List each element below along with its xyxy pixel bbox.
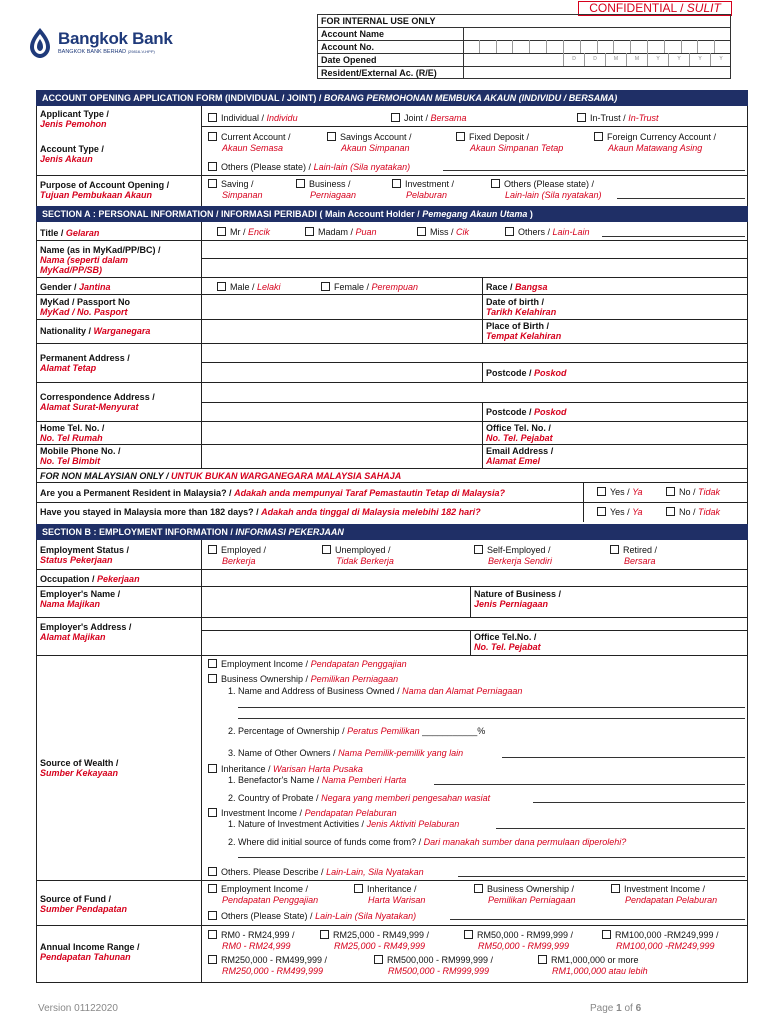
benefactor-field[interactable] <box>434 784 745 785</box>
internal-date-opened: Date Opened <box>321 55 377 65</box>
title-madam-checkbox[interactable]: Madam / Puan <box>305 227 377 238</box>
occupation-label: Occupation / Pekerjaan <box>40 574 140 584</box>
bank-legal-name: BANGKOK BANK BERHAD <box>58 49 127 55</box>
mobile-label: Mobile Phone No. / No. Tel Bimbit <box>40 446 121 466</box>
fund-employment-checkbox[interactable]: Employment Income / Pendapatan Penggajian <box>208 884 318 906</box>
gender-label: Gender / Jantina <box>40 282 111 292</box>
probate-text: 2. Country of Probate / Negara yang memberi pengesahan wasiat <box>228 793 491 803</box>
income-50k-99k-checkbox[interactable]: RM50,000 - RM99,999 / RM50,000 - RM99,999 <box>464 930 573 952</box>
section-b-header: SECTION B : EMPLOYMENT INFORMATION / INFORMASI PEKERJAAN <box>36 524 748 540</box>
bangkok-bank-emblem-icon <box>28 27 52 59</box>
title-others-field[interactable] <box>602 236 745 237</box>
internal-use-box <box>317 14 731 79</box>
foreign-currency-checkbox[interactable]: Foreign Currency Account / Akaun Matawang Asing <box>594 132 716 154</box>
investment-activities-field[interactable] <box>496 828 745 829</box>
initial-funds-field[interactable] <box>238 857 745 858</box>
income-1m-plus-checkbox[interactable]: RM1,000,000 or more RM1,000,000 atau lebih <box>538 955 648 977</box>
wealth-others-field[interactable] <box>458 876 745 877</box>
wealth-others-checkbox[interactable]: Others. Please Describe / Lain-Lain, Sila Nyatakan <box>208 867 424 878</box>
stay-yes-checkbox[interactable]: Yes / Ya <box>597 507 643 518</box>
confidential-stamp: CONFIDENTIAL / SULIT <box>578 1 732 16</box>
income-500k-999k-checkbox[interactable]: RM500,000 - RM999,999 / RM500,000 - RM999,999 <box>374 955 493 977</box>
purpose-label: Purpose of Account Opening / Tujuan Pembukaan Akaun <box>40 180 170 200</box>
account-type-others-checkbox[interactable]: Others (Please state) / Lain-lain (Sila nyatakan) <box>208 162 410 173</box>
title-miss-checkbox[interactable]: Miss / Cik <box>417 227 469 238</box>
other-owners-field[interactable] <box>502 757 745 758</box>
internal-account-no: Account No. <box>321 42 374 52</box>
initial-funds-text: 2. Where did initial source of funds come from? / Dari manakah sumber dana permulaan diperolehi? <box>228 837 627 847</box>
nature-business-label: Nature of Business / Jenis Perniagaan <box>474 589 562 609</box>
fund-investment-checkbox[interactable]: Investment Income / Pendapatan Pelaburan <box>611 884 717 906</box>
permanent-address-label: Permanent Address / Alamat Tetap <box>40 353 130 373</box>
fixed-deposit-checkbox[interactable]: Fixed Deposit / Akaun Simpanan Tetap <box>456 132 563 154</box>
bank-name: Bangkok Bank <box>58 29 173 48</box>
title-others-checkbox[interactable]: Others / Lain-Lain <box>505 227 590 238</box>
status-retired-checkbox[interactable]: Retired / Bersara <box>610 545 657 567</box>
applicant-joint-checkbox[interactable]: Joint / Bersama <box>391 113 467 124</box>
purpose-others-checkbox[interactable]: Others (Please state) / Lain-lain (Sila nyatakan) <box>491 179 602 201</box>
correspondence-postcode-label: Postcode / Poskod <box>486 407 567 417</box>
savings-account-checkbox[interactable]: Savings Account / Akaun Simpanan <box>327 132 412 154</box>
wealth-inheritance-checkbox[interactable]: Inheritance / Warisan Harta Pusaka <box>208 764 363 775</box>
fund-others-checkbox[interactable]: Others (Please State) / Lain-Lain (Sila Nyatakan) <box>208 911 416 922</box>
purpose-investment-checkbox[interactable]: Investment / Pelaburan <box>392 179 454 201</box>
account-type-label: Account Type / Jenis Akaun <box>40 144 104 164</box>
status-employed-checkbox[interactable]: Employed / Berkerja <box>208 545 266 567</box>
fund-business-checkbox[interactable]: Business Ownership / Pemilikan Perniagaan <box>474 884 576 906</box>
applicant-individual-checkbox[interactable]: Individual / Individu <box>208 113 298 124</box>
correspondence-address-label: Correspondence Address / Alamat Surat-Menyurat <box>40 392 155 412</box>
bank-reg-no: (29816-V-HPP) <box>127 49 155 54</box>
applicant-intrust-checkbox[interactable]: In-Trust / In-Trust <box>577 113 659 124</box>
status-unemployed-checkbox[interactable]: Unemployed / Tidak Berkerja <box>322 545 394 567</box>
office-tel-label: Office Tel. No. / No. Tel. Pejabat <box>486 423 553 443</box>
annual-income-label: Annual Income Range / Pendapatan Tahunan <box>40 942 140 962</box>
status-self-employed-checkbox[interactable]: Self-Employed / Berkerja Sendiri <box>474 545 552 567</box>
income-100k-249k-checkbox[interactable]: RM100,000 -RM249,999 / RM100,000 -RM249,999 <box>602 930 719 952</box>
pr-no-checkbox[interactable]: No / Tidak <box>666 487 720 498</box>
business-name-address-text: 1. Name and Address of Business Owned / Nama dan Alamat Perniagaan <box>228 686 523 696</box>
source-of-wealth-label: Source of Wealth / Sumber Kekayaan <box>40 758 119 778</box>
applicant-type-label: Applicant Type / Jenis Pemohon <box>40 109 109 129</box>
version-text: Version 01122020 <box>38 1003 118 1014</box>
pr-yes-checkbox[interactable]: Yes / Ya <box>597 487 643 498</box>
internal-account-name: Account Name <box>321 29 385 39</box>
benefactor-text: 1. Benefactor's Name / Nama Pemberi Harta <box>228 775 407 785</box>
purpose-saving-checkbox[interactable]: Saving / Simpanan <box>208 179 263 201</box>
probate-field[interactable] <box>533 802 745 803</box>
pr-question: Are you a Permanent Resident in Malaysia? / Adakah anda mempunyai Taraf Pemastautin Tetap di Malaysia? <box>40 488 505 498</box>
income-25k-49k-checkbox[interactable]: RM25,000 - RM49,999 / RM25,000 - RM49,999 <box>320 930 429 952</box>
pob-label: Place of Birth / Tempat Kelahiran <box>486 321 562 341</box>
income-250k-499k-checkbox[interactable]: RM250,000 - RM499,999 / RM250,000 - RM499,999 <box>208 955 327 977</box>
other-owners-text: 3. Name of Other Owners / Nama Pemilik-pemilik yang lain <box>228 748 464 758</box>
fund-inheritance-checkbox[interactable]: Inheritance / Harta Warisan <box>354 884 425 906</box>
employment-status-label: Employment Status / Status Pekerjaan <box>40 545 130 565</box>
income-0-24k-checkbox[interactable]: RM0 - RM24,999 / RM0 - RM24,999 <box>208 930 295 952</box>
permanent-postcode-label: Postcode / Poskod <box>486 368 567 378</box>
race-label: Race / Bangsa <box>486 282 548 292</box>
account-type-others-field[interactable] <box>443 170 745 171</box>
business-name-field-1[interactable] <box>238 707 745 708</box>
employer-address-label: Employer's Address / Alamat Majikan <box>40 622 132 642</box>
non-malaysian-heading: FOR NON MALAYSIAN ONLY / UNTUK BUKAN WARGANEGARA MALAYSIA SAHAJA <box>40 471 402 481</box>
internal-resident: Resident/External Ac. (R/E) <box>321 68 437 78</box>
employer-name-label: Employer's Name / Nama Majikan <box>40 589 121 609</box>
date-opened-boxes: D D M M Y Y Y Y <box>563 53 731 66</box>
investment-activities-text: 1. Nature of Investment Activities / Jenis Aktiviti Pelaburan <box>228 819 460 829</box>
stay-no-checkbox[interactable]: No / Tidak <box>666 507 720 518</box>
account-no-boxes <box>463 40 731 53</box>
stay-question: Have you stayed in Malaysia more than 182 days? / Adakah anda tinggal di Malaysia melebihi 182 hari? <box>40 507 481 517</box>
nationality-label: Nationality / Warganegara <box>40 326 151 336</box>
title-label: Title / Gelaran <box>40 228 100 238</box>
internal-use-title: FOR INTERNAL USE ONLY <box>321 16 436 26</box>
wealth-investment-checkbox[interactable]: Investment Income / Pendapatan Pelaburan <box>208 808 397 819</box>
purpose-business-checkbox[interactable]: Business / Perniagaan <box>296 179 356 201</box>
gender-male-checkbox[interactable]: Male / Lelaki <box>217 282 281 293</box>
name-label: Name (as in MyKad/PP/BC) / Nama (seperti dalam MyKad/PP/SB) <box>40 245 161 275</box>
wealth-employment-checkbox[interactable]: Employment Income / Pendapatan Penggajian <box>208 659 407 670</box>
employer-office-tel-label: Office Tel.No. / No. Tel. Pejabat <box>474 632 541 652</box>
business-name-field-2[interactable] <box>238 718 745 719</box>
fund-others-field[interactable] <box>450 919 745 920</box>
dob-label: Date of birth / Tarikh Kelahiran <box>486 297 557 317</box>
ownership-percentage-text[interactable]: 2. Percentage of Ownership / Peratus Pemilikan ___________% <box>228 726 486 736</box>
purpose-others-field[interactable] <box>617 198 745 199</box>
bank-logo <box>28 27 188 61</box>
form-title-bar: ACCOUNT OPENING APPLICATION FORM (INDIVIDUAL / JOINT) / BORANG PERMOHONAN MEMBUKA AKAUN (INDIVIDU / BERSAMA) <box>36 90 748 106</box>
section-a-header: SECTION A : PERSONAL INFORMATION / INFORMASI PERIBADI ( Main Account Holder / Pemegang Akaun Utama ) <box>36 206 748 222</box>
source-of-fund-label: Source of Fund / Sumber Pendapatan <box>40 894 128 914</box>
page-indicator: Page 1 of 6 <box>590 1003 642 1014</box>
email-label: Email Address / Alamat Emel <box>486 446 554 466</box>
gender-female-checkbox[interactable]: Female / Perempuan <box>321 282 418 293</box>
home-tel-label: Home Tel. No. / No. Tel Rumah <box>40 423 105 443</box>
current-account-checkbox[interactable]: Current Account / Akaun Semasa <box>208 132 291 154</box>
title-mr-checkbox[interactable]: Mr / Encik <box>217 227 270 238</box>
wealth-business-checkbox[interactable]: Business Ownership / Pemilikan Perniagaan <box>208 674 398 685</box>
mykad-label: MyKad / Passport No MyKad / No. Pasport <box>40 297 131 317</box>
